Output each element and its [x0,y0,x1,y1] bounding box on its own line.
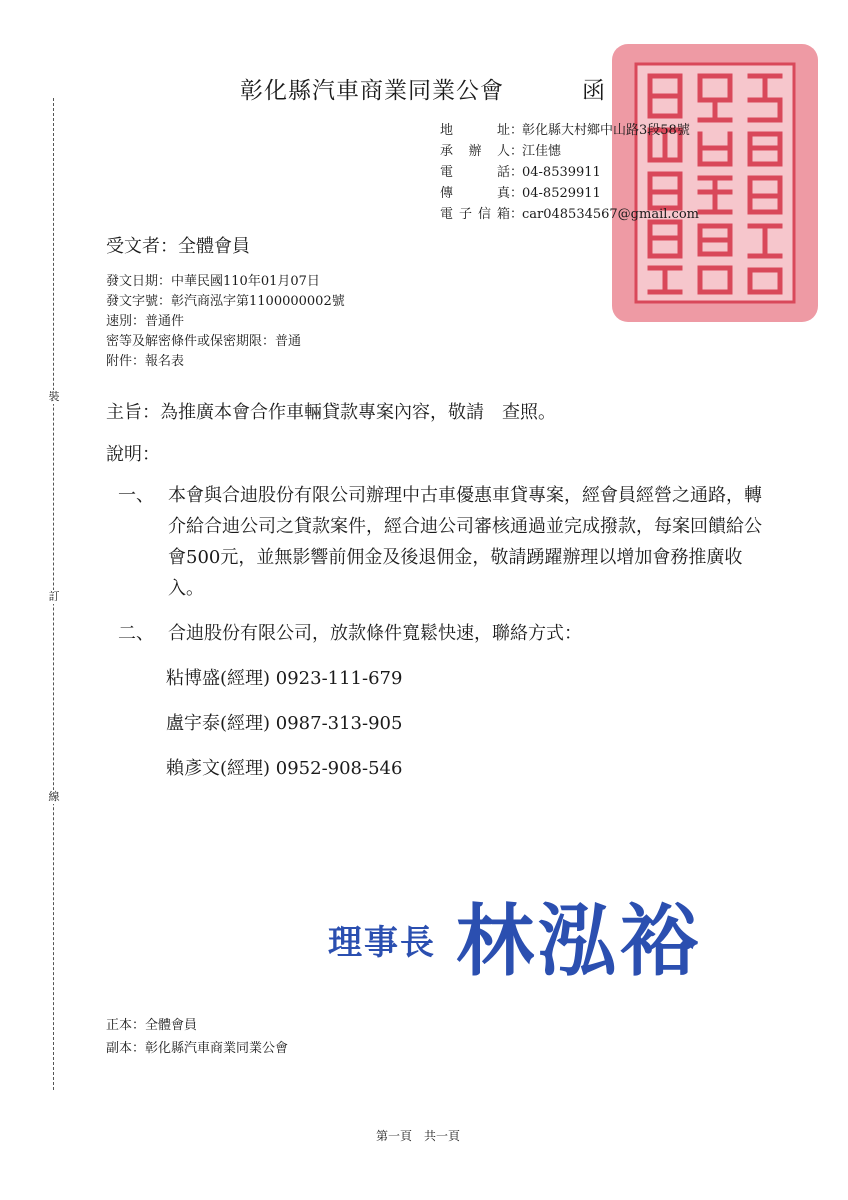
item-number: 二、 [118,623,154,644]
binding-mark-ding: 訂 [48,590,60,603]
chairman-signature-stamp [326,888,746,988]
contact-address: 地 址 ： 彰化縣大村鄉中山路3段58號 [440,123,690,138]
loan-contact-1: 粘博盛(經理) 0923-111-679 [166,668,403,689]
recipient-line: 受文者：全體會員 [106,236,250,257]
carbon-copy: 副本：彰化縣汽車商業同業公會 [106,1041,289,1056]
speed-class: 速別：普通件 [106,314,185,329]
svg-text:林泓裕: 林泓裕 [456,897,703,987]
item-number: 一、 [118,485,154,506]
attachment: 附件：報名表 [106,354,185,369]
contact-email: 電 子 信 箱 ： car048534567@gmail.com [440,207,699,222]
document-type: 函 [582,78,605,104]
subject-line: 主旨：為推廣本會合作車輛貸款專案內容，敬請 查照。 [106,402,556,423]
contact-fax: 傳 真 ： 04-8529911 [440,186,601,201]
document-meta [106,272,345,372]
item-text: 本會與合迪股份有限公司辦理中古車優惠車貸專案，經會員經營之通路，轉介給合迪公司之貸款案件，經合迪公司審核通過並完成撥款，每案回饋給公會500元，並無影響前佣金及後退佣金，敬請踴躍辦理以增加會務推廣收入。 [168,485,762,599]
organization-title: 彰化縣汽車商業同業公會 [240,78,504,104]
loan-contact-2: 盧宇泰(經理) 0987-313-905 [166,713,403,734]
page-footer: 第一頁 共一頁 [376,1129,461,1143]
binding-mark-xian: 線 [48,790,60,803]
issue-date: 發文日期：中華民國110年01月07日 [106,274,320,289]
copies-block [106,1014,288,1060]
original-copy: 正本：全體會員 [106,1018,198,1033]
contact-block [440,120,699,225]
explanation-item-2 [118,618,778,652]
binding-mark-zhuang: 裝 [48,390,60,403]
contact-phone: 電 話 ： 04-8539911 [440,165,601,180]
contact-handler: 承 辦 人 ： 江佳憓 [440,144,562,159]
item-text: 合迪股份有限公司，放款條件寬鬆快速，聯絡方式： [168,623,582,644]
document-number: 發文字號：彰汽商泓字第1100000002號 [106,294,345,309]
explanation-item-1 [118,480,778,610]
loan-contact-3: 賴彥文(經理) 0952-908-546 [166,758,403,779]
svg-text:理事長: 理事長 [328,923,436,963]
explanation-heading: 說明： [106,444,160,465]
confidentiality: 密等及解密條件或保密期限：普通 [106,334,302,349]
